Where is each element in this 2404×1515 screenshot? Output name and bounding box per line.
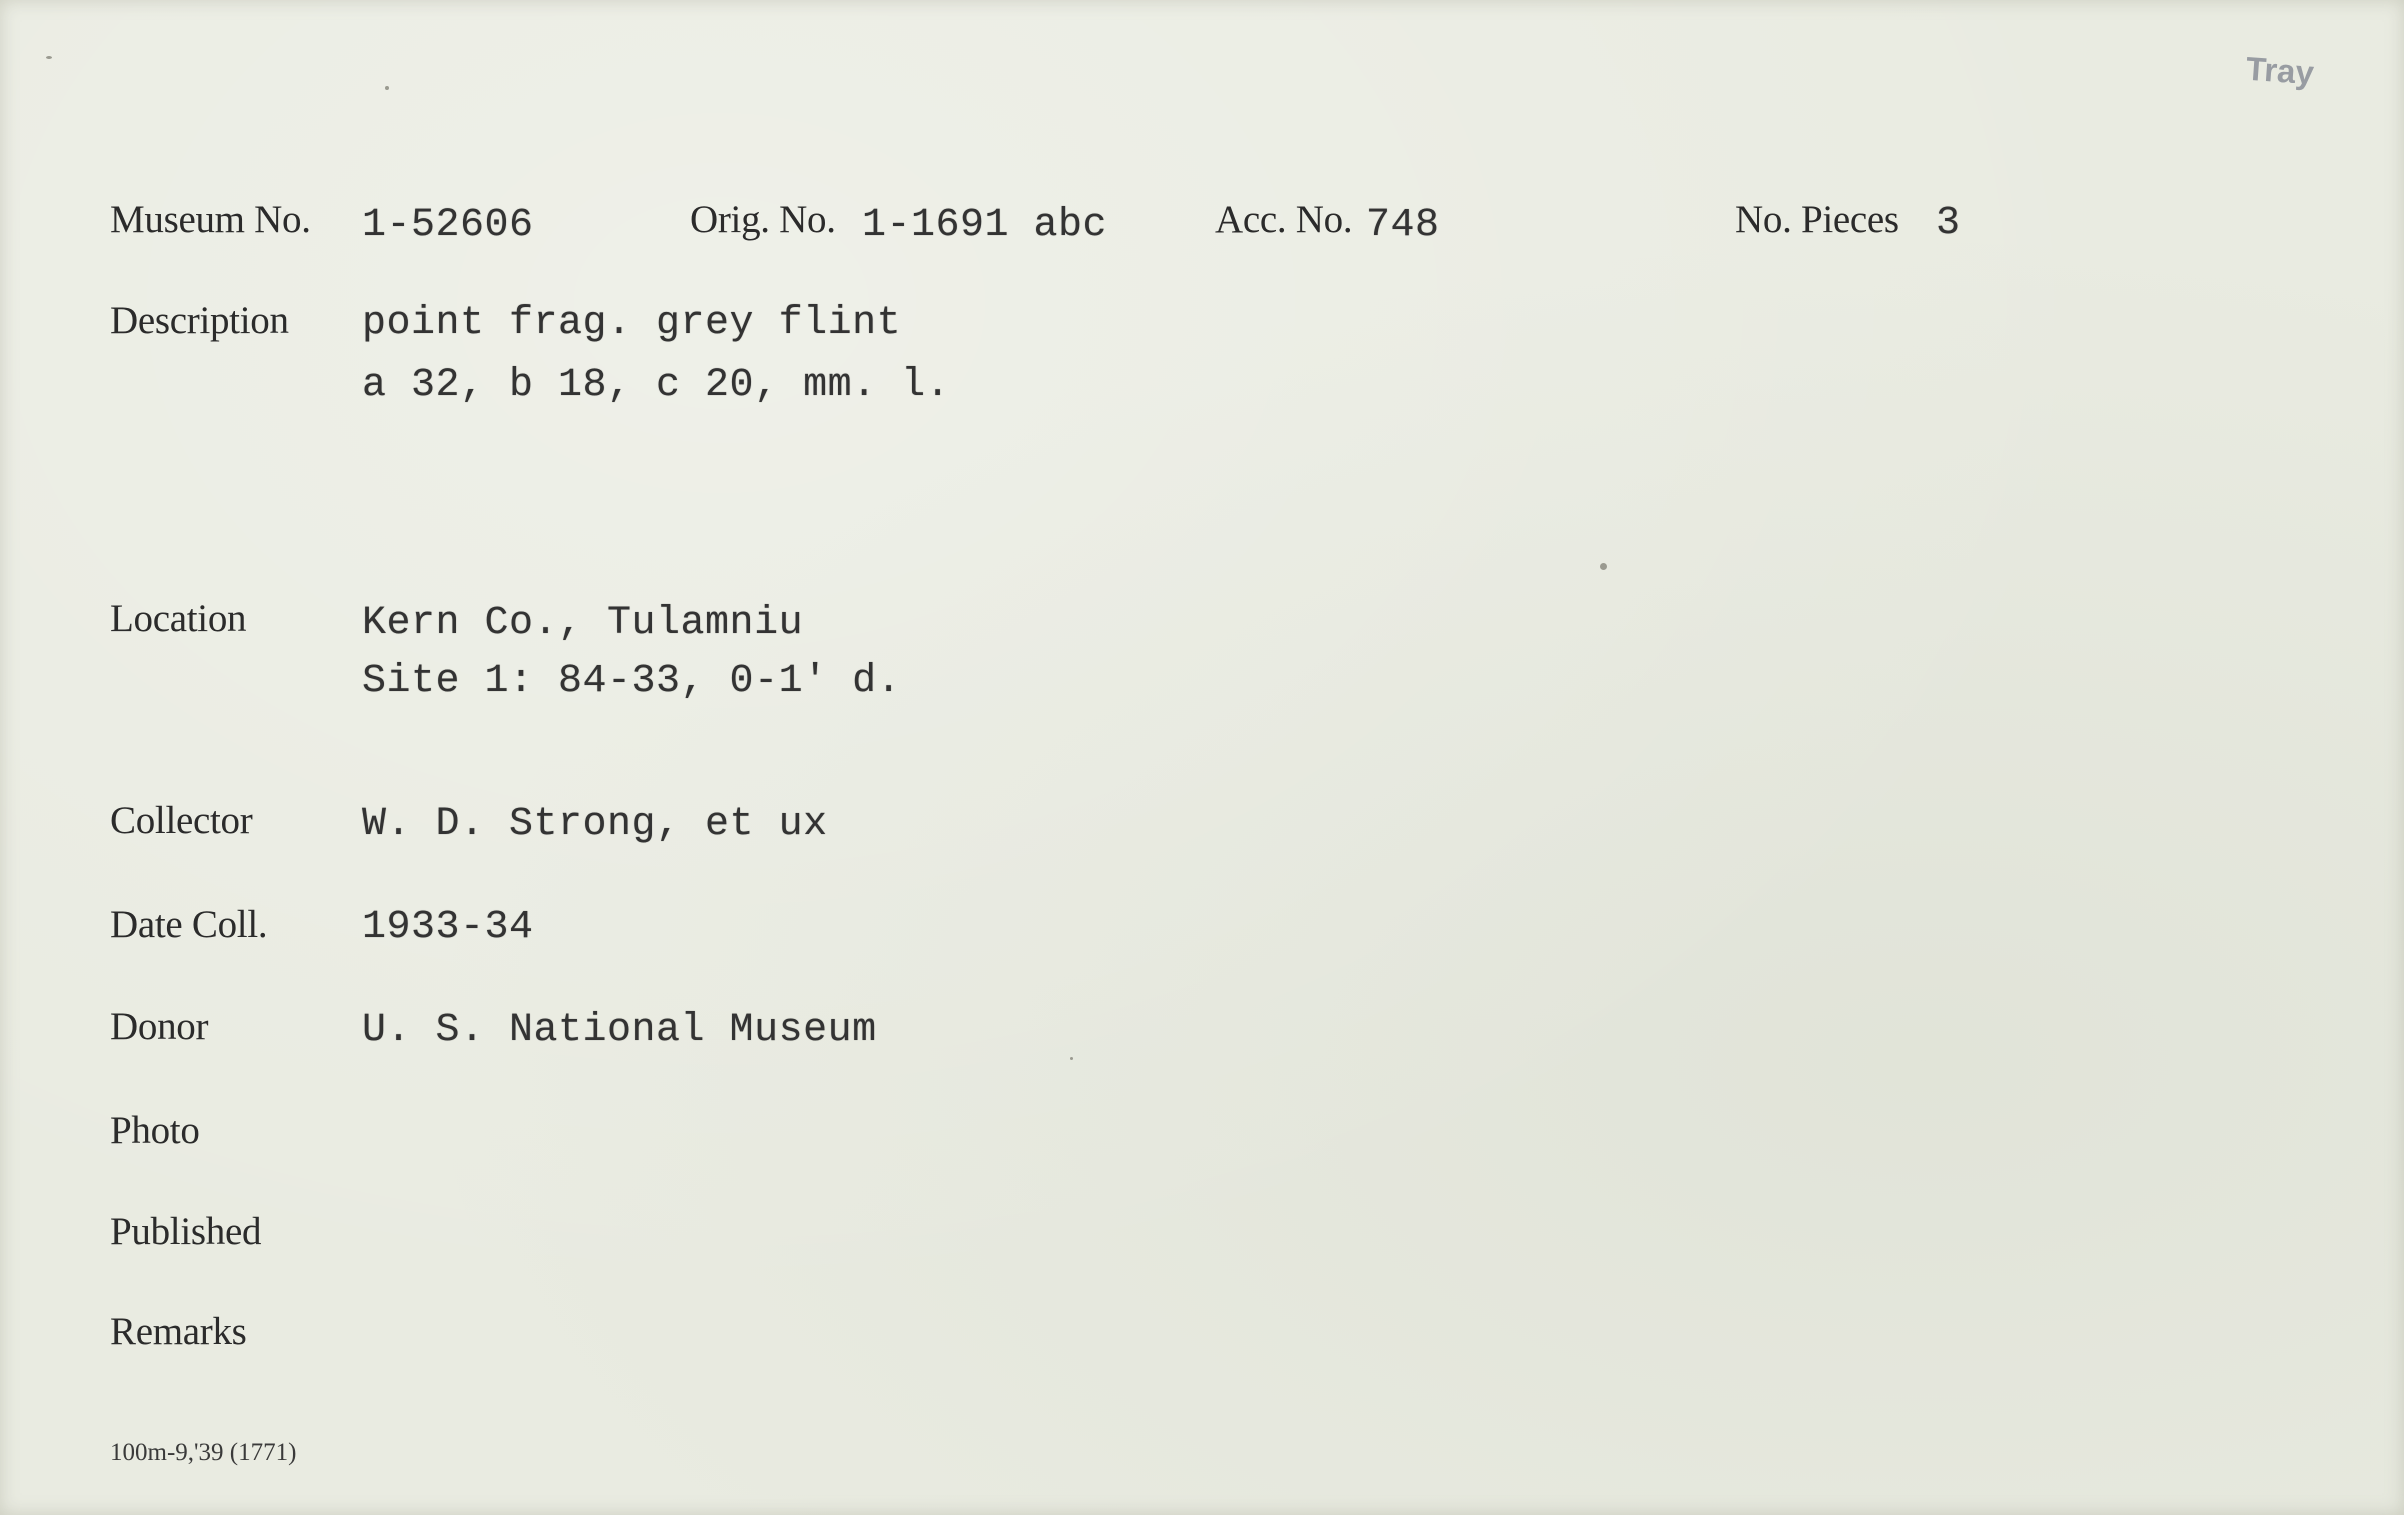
orig-no-value: 1-1691 abc <box>862 203 1108 248</box>
museum-no-label: Museum No. <box>110 198 311 241</box>
description-label: Description <box>110 299 289 342</box>
paper-speck <box>1070 1057 1073 1060</box>
print-code: 100m-9,'39 (1771) <box>110 1439 297 1466</box>
published-label: Published <box>110 1210 262 1253</box>
acc-no-value: 748 <box>1366 203 1440 248</box>
remarks-label: Remarks <box>110 1310 247 1353</box>
description-line-2: a 32, b 18, c 20, mm. l. <box>362 363 951 408</box>
date-coll-value: 1933-34 <box>362 905 534 950</box>
no-pieces-value: 3 <box>1936 201 1961 246</box>
collector-value: W. D. Strong, et ux <box>362 802 828 847</box>
paper-speck <box>1600 563 1607 570</box>
donor-value: U. S. National Museum <box>362 1008 877 1053</box>
acc-no-label: Acc. No. <box>1215 198 1353 241</box>
museum-no-value: 1-52606 <box>362 203 534 248</box>
collector-label: Collector <box>110 799 253 842</box>
location-label: Location <box>110 597 247 640</box>
photo-label: Photo <box>110 1109 200 1152</box>
orig-no-label: Orig. No. <box>690 198 836 241</box>
tray-stamp: Tray <box>2244 49 2316 92</box>
description-line-1: point frag. grey flint <box>362 301 902 346</box>
paper-speck <box>385 86 389 90</box>
donor-label: Donor <box>110 1005 209 1048</box>
no-pieces-label: No. Pieces <box>1735 198 1899 241</box>
location-line-2: Site 1: 84-33, 0-1' d. <box>362 659 902 704</box>
paper-speck <box>46 56 52 59</box>
location-line-1: Kern Co., Tulamniu <box>362 601 804 646</box>
date-coll-label: Date Coll. <box>110 903 268 946</box>
